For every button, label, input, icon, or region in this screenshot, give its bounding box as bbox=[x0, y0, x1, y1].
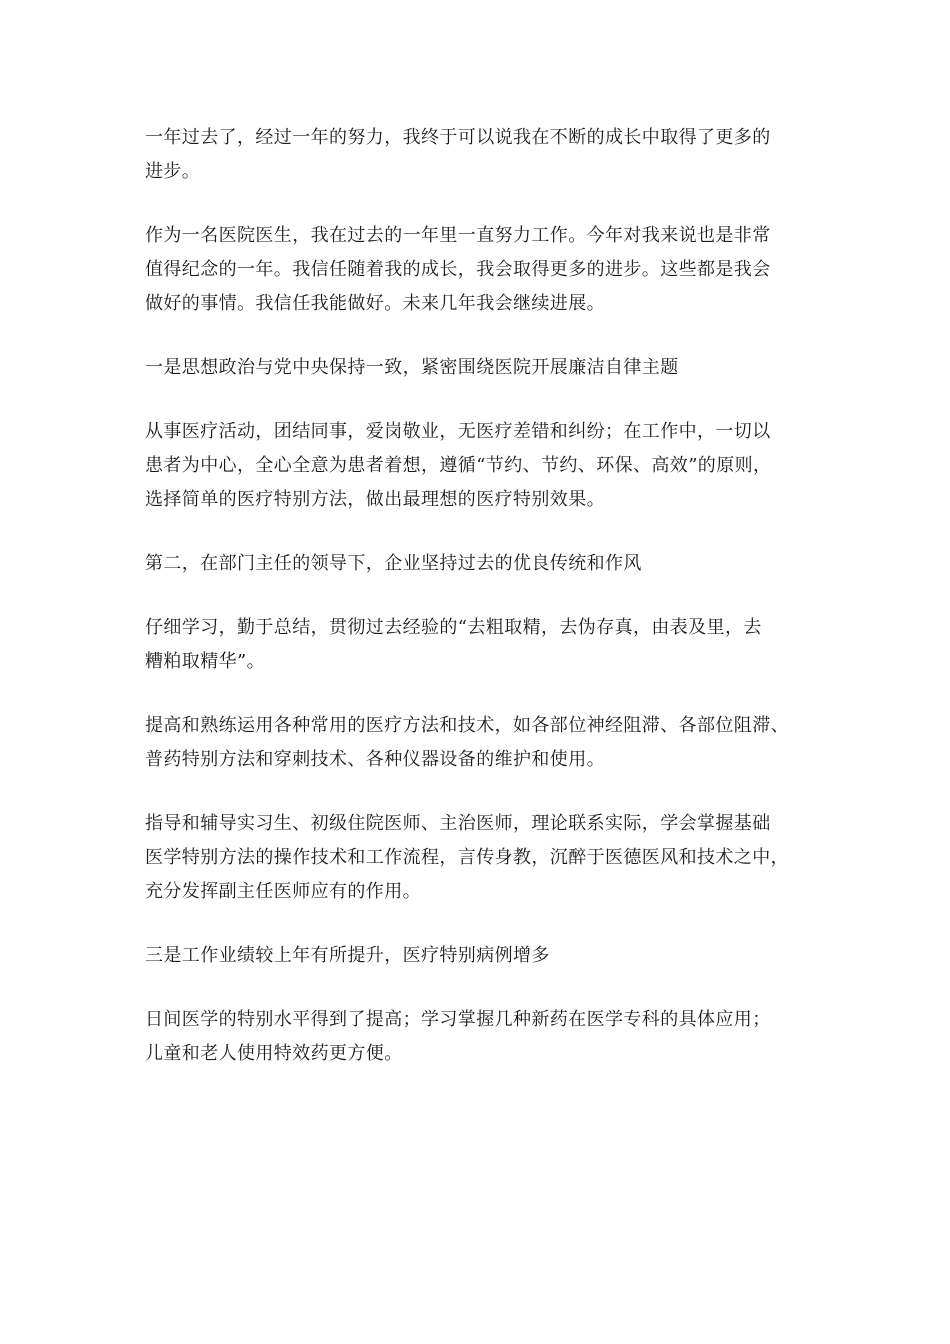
text-line: 儿童和老人使用特效药更方便。 bbox=[145, 1043, 403, 1064]
paragraph-1 bbox=[145, 121, 810, 189]
text-line: 选择简单的医疗特别方法，做出最理想的医疗特别效果。 bbox=[145, 489, 605, 510]
text-line: 从事医疗活动，团结同事，爱岗敬业，无医疗差错和纠纷；在工作中，一切以 bbox=[145, 421, 771, 442]
text-line: 第二，在部门主任的领导下，企业坚持过去的优良传统和作风 bbox=[145, 553, 642, 574]
paragraph-6 bbox=[145, 807, 810, 909]
text-line: 仔细学习，勤于总结，贯彻过去经验的“去粗取精，去伪存真，由表及里，去 bbox=[145, 617, 762, 638]
paragraph-2 bbox=[145, 219, 810, 321]
text-line: 普药特别方法和穿刺技术、各种仪器设备的维护和使用。 bbox=[145, 749, 605, 770]
text-line: 提高和熟练运用各种常用的医疗方法和技术，如各部位神经阻滞、各部位阻滞、 bbox=[145, 715, 789, 736]
text-line: 糟粕取精华”。 bbox=[145, 651, 266, 672]
document-body bbox=[145, 121, 810, 1101]
paragraph-5 bbox=[145, 709, 810, 777]
text-line: 日间医学的特别水平得到了提高；学习掌握几种新药在医学专科的具体应用； bbox=[145, 1009, 771, 1030]
text-line: 一年过去了，经过一年的努力，我终于可以说我在不断的成长中取得了更多的 bbox=[145, 127, 771, 148]
text-line: 值得纪念的一年。我信任随着我的成长，我会取得更多的进步。这些都是我会 bbox=[145, 259, 771, 280]
text-line: 患者为中心，全心全意为患者着想，遵循“节约、节约、环保、高效”的原则， bbox=[145, 455, 772, 476]
text-line: 指导和辅导实习生、初级住院医师、主治医师，理论联系实际，学会掌握基础 bbox=[145, 813, 771, 834]
section-heading-2 bbox=[145, 547, 810, 581]
section-heading-3 bbox=[145, 939, 810, 973]
paragraph-7 bbox=[145, 1003, 810, 1071]
text-line: 医学特别方法的操作技术和工作流程，言传身教，沉醉于医德医风和技术之中， bbox=[145, 847, 789, 868]
text-line: 做好的事情。我信任我能做好。未来几年我会继续进展。 bbox=[145, 293, 605, 314]
text-line: 充分发挥副主任医师应有的作用。 bbox=[145, 881, 421, 902]
text-line: 一是思想政治与党中央保持一致，紧密围绕医院开展廉洁自律主题 bbox=[145, 357, 679, 378]
text-line: 三是工作业绩较上年有所提升，医疗特别病例增多 bbox=[145, 945, 550, 966]
paragraph-3 bbox=[145, 415, 810, 517]
paragraph-4 bbox=[145, 611, 810, 679]
text-line: 进步。 bbox=[145, 161, 201, 182]
text-line: 作为一名医院医生，我在过去的一年里一直努力工作。今年对我来说也是非常 bbox=[145, 225, 771, 246]
section-heading-1 bbox=[145, 351, 810, 385]
